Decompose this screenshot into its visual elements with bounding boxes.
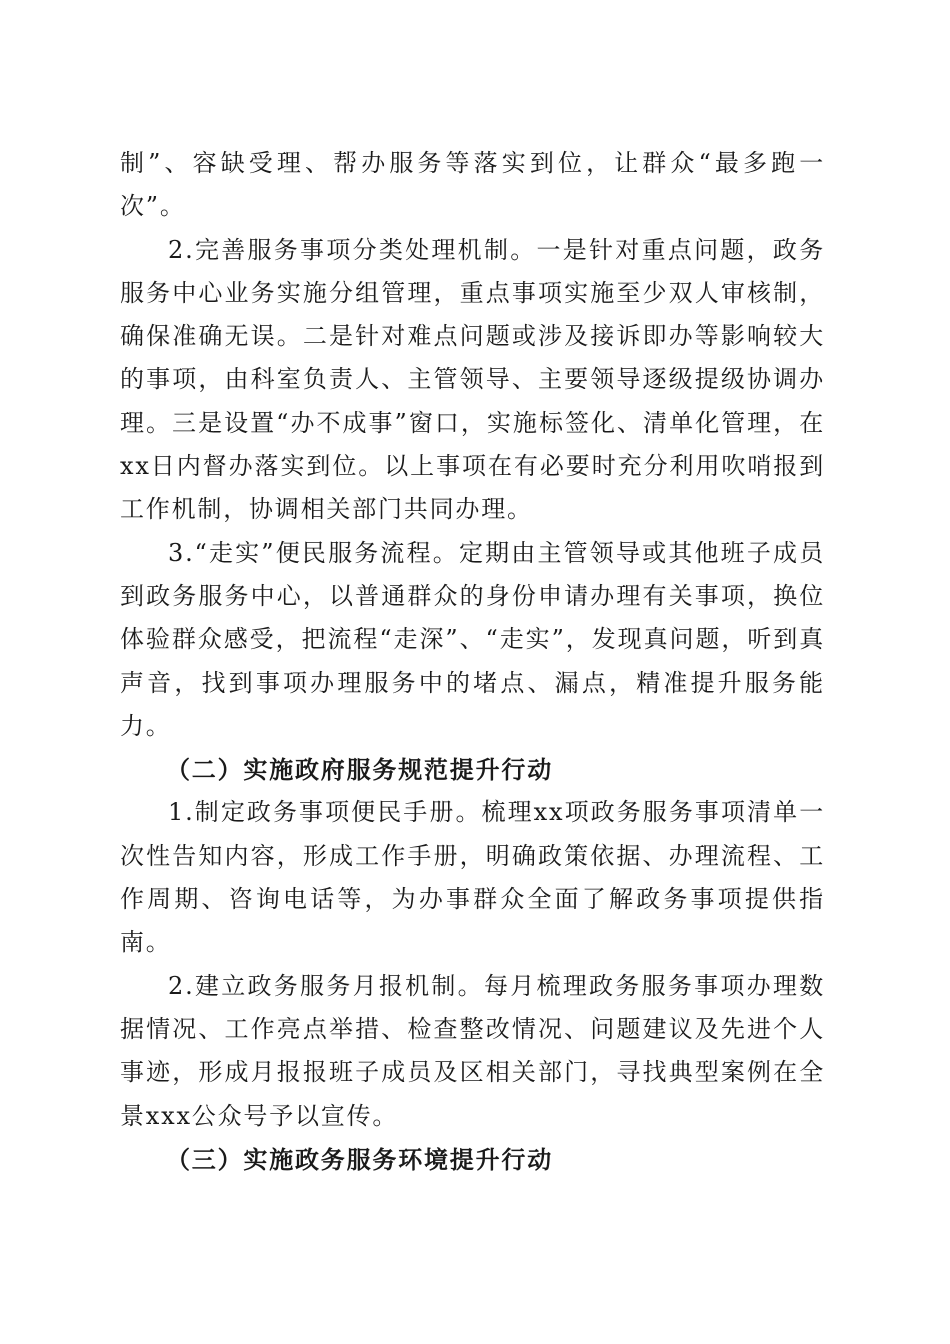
paragraph-continuation: 制”、容缺受理、帮办服务等落实到位，让群众“最多跑一次”。 bbox=[120, 149, 825, 221]
paragraph-service-classification: 2.完善服务事项分类处理机制。一是针对重点问题，政务服务中心业务实施分组管理，重点事项实施至少双人审核制，确保准确无误。二是针对难点问题或涉及接诉即办等影响较大的事项，由科室负责人、主管领导、主要领导逐级提级协调办理。三是设置“办不成事”窗口，实施标签化、清单化管理，在xx日内督办落实到位。以上事项在有必要时充分利用吹哨报到工作机制，协调相关部门共同办理。 bbox=[120, 235, 825, 524]
paragraph-service-process: 3.“走实”便民服务流程。定期由主管领导或其他班子成员到政务服务中心，以普通群众的身份申请办理有关事项，换位体验群众感受，把流程“走深”、“走实”，发现真问题，听到真声音，找到事项办理服务中的堵点、漏点，精准提升服务能力。 bbox=[120, 538, 825, 740]
document-body bbox=[120, 142, 825, 1181]
section-heading-2: （二）实施政府服务规范提升行动 bbox=[166, 755, 553, 785]
paragraph-handbook: 1.制定政务事项便民手册。梳理xx项政务服务事项清单一次性告知内容，形成工作手册，明确政策依据、办理流程、工作周期、咨询电话等，为办事群众全面了解政务事项提供指南。 bbox=[120, 798, 825, 957]
section-heading-3: （三）实施政务服务环境提升行动 bbox=[166, 1144, 553, 1174]
paragraph-monthly-report: 2.建立政务服务月报机制。每月梳理政务服务事项办理数据情况、工作亮点举措、检查整改情况、问题建议及先进个人事迹，形成月报报班子成员及区相关部门，寻找典型案例在全景xxx公众号予以宣传。 bbox=[120, 971, 825, 1130]
